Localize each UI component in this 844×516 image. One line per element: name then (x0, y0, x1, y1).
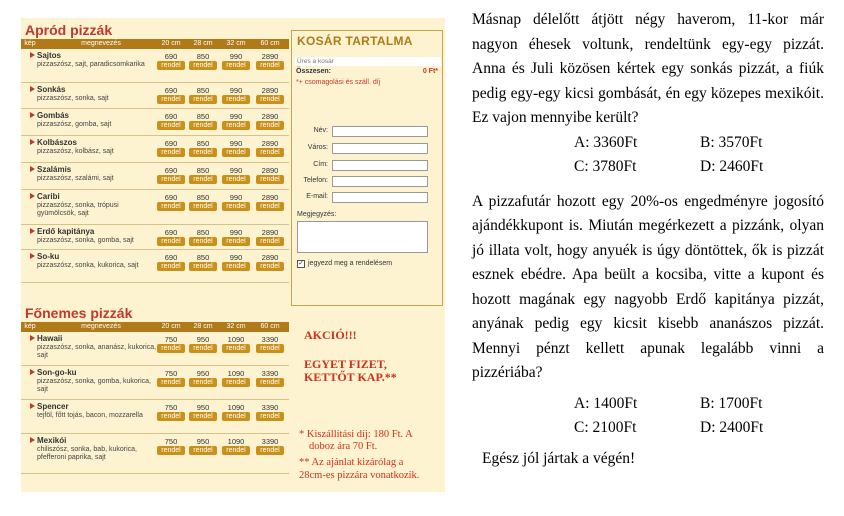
order-button[interactable]: rendel (256, 61, 284, 70)
pizza-name: So-ku (37, 252, 60, 261)
triangle-icon (30, 52, 35, 58)
order-button[interactable]: rendel (222, 148, 250, 157)
triangle-icon (30, 228, 35, 234)
option-b-1: B: 3570Ft (700, 133, 763, 151)
pizza-name: Caribi (37, 192, 60, 201)
pizza-ingredients: pizzaszósz, sajt, paradicsomkarika (37, 61, 145, 68)
order-button[interactable]: rendel (157, 378, 185, 387)
pizza-ingredients: pizzaszósz, sonka, kukorica, sajt (37, 262, 139, 269)
order-button[interactable]: rendel (256, 344, 284, 353)
pizza-name: Son-go-ku (37, 368, 77, 377)
triangle-icon (30, 403, 35, 409)
price: 1090 (227, 335, 245, 344)
cart-total-value: 0 Ft* (422, 68, 438, 75)
delivery-note-b: doboz ára 70 Ft. (309, 441, 378, 452)
price: 990 (229, 139, 243, 148)
price: 3390 (261, 369, 279, 378)
price: 2890 (261, 112, 279, 121)
option-c-1: C: 3780Ft (574, 157, 637, 175)
order-button[interactable]: rendel (256, 175, 284, 184)
order-button[interactable]: rendel (157, 61, 185, 70)
col-header-name: megnevezés (81, 40, 121, 47)
price: 850 (196, 166, 210, 175)
order-button[interactable]: rendel (256, 412, 284, 421)
pizza-name: Hawaii (37, 334, 63, 343)
table-row (21, 83, 289, 109)
address-field[interactable] (332, 160, 428, 171)
order-button[interactable]: rendel (222, 446, 250, 455)
pizza-ingredients: tejföl, főtt tojás, bacon, mozzarella (37, 412, 143, 419)
option-b-2: B: 1700Ft (700, 394, 763, 412)
section-title-fonemes: Főnemes pizzák (25, 305, 133, 321)
price: 690 (164, 112, 178, 121)
price: 690 (164, 228, 178, 237)
price: 1090 (227, 403, 245, 412)
price: 850 (196, 253, 210, 262)
order-button[interactable]: rendel (157, 95, 185, 104)
pizza-ingredients: pizzaszósz, gomba, sajt (37, 121, 112, 128)
col-header-20: 20 cm (161, 40, 181, 47)
col-header-60: 60 cm (260, 40, 280, 47)
pizza-menu-image (21, 18, 445, 492)
closing-line: Egész jól jártak a végén! (482, 449, 636, 467)
option-d-2: D: 2400Ft (700, 418, 764, 436)
col-header-image: kép (24, 323, 36, 330)
price: 850 (196, 139, 210, 148)
order-button[interactable]: rendel (222, 61, 250, 70)
order-button[interactable]: rendel (256, 95, 284, 104)
triangle-icon (30, 253, 35, 259)
triangle-icon (30, 369, 35, 375)
triangle-icon (30, 139, 35, 145)
price: 690 (164, 166, 178, 175)
price: 850 (196, 86, 210, 95)
order-button[interactable]: rendel (157, 237, 185, 246)
order-button[interactable]: rendel (256, 121, 284, 130)
cart-title: KOSÁR TARTALMA (297, 34, 413, 48)
order-button[interactable]: rendel (256, 237, 284, 246)
comment-label: Megjegyzés: (297, 211, 337, 218)
price: 990 (229, 193, 243, 202)
price: 850 (196, 52, 210, 61)
triangle-icon (30, 112, 35, 118)
row-divider (21, 473, 289, 474)
table-header-1 (21, 39, 289, 49)
name-label: Név: (313, 127, 328, 134)
comment-textarea[interactable] (297, 221, 428, 253)
phone-label: Telefon: (303, 177, 328, 184)
price: 2890 (261, 52, 279, 61)
price: 750 (164, 437, 178, 446)
price: 950 (196, 335, 210, 344)
table-row (21, 250, 289, 283)
cart-empty-text: Üres a kosár (295, 57, 441, 66)
email-field[interactable] (332, 192, 428, 203)
price: 990 (229, 228, 243, 237)
option-d-1: D: 2460Ft (700, 157, 764, 175)
price: 2890 (261, 193, 279, 202)
pizza-name: Gombás (37, 111, 70, 120)
col-header-32: 32 cm (226, 40, 246, 47)
table-row (21, 400, 289, 434)
promo-line2: KETTŐT KAP.** (304, 370, 397, 384)
price: 690 (164, 253, 178, 262)
col-header-28: 28 cm (193, 40, 213, 47)
pizza-ingredients: pizzaszósz, sonka, gomba, kukorica, sajt (37, 378, 151, 393)
price: 3390 (261, 437, 279, 446)
pizza-name: Mexikói (37, 436, 67, 445)
price: 950 (196, 437, 210, 446)
price: 950 (196, 403, 210, 412)
price: 750 (164, 403, 178, 412)
order-button[interactable]: rendel (256, 378, 284, 387)
cart-panel (291, 30, 443, 306)
price: 850 (196, 112, 210, 121)
price: 990 (229, 52, 243, 61)
order-button[interactable]: rendel (222, 175, 250, 184)
order-button[interactable]: rendel (157, 262, 185, 271)
price: 1090 (227, 369, 245, 378)
pizza-name: Sonkás (37, 85, 66, 94)
name-field[interactable] (332, 126, 428, 137)
price: 3390 (261, 335, 279, 344)
email-label: E-mail: (306, 193, 328, 200)
pizza-ingredients: pizzaszósz, sonka, sajt (37, 95, 109, 102)
pizza-ingredients: pizzaszósz, sonka, trópusi gyümölcsök, sajt (37, 202, 119, 217)
price: 2890 (261, 228, 279, 237)
order-button[interactable]: rendel (222, 412, 250, 421)
delivery-note-a: * Kiszállítási díj: 180 Ft. A (299, 429, 413, 440)
col-header-name: megnevezés (81, 323, 121, 330)
pizza-name: Sajtos (37, 51, 62, 60)
price: 690 (164, 193, 178, 202)
option-c-2: C: 2100Ft (574, 418, 637, 436)
col-header-32: 32 cm (226, 323, 246, 330)
order-button[interactable]: rendel (222, 237, 250, 246)
table-row (21, 190, 289, 225)
problem-text (472, 8, 824, 471)
table-row (21, 366, 289, 400)
table-row (21, 332, 289, 366)
table-row (21, 225, 289, 250)
col-header-60: 60 cm (260, 323, 280, 330)
answer-options-1 (472, 131, 824, 180)
order-button[interactable]: rendel (157, 446, 185, 455)
table-row (21, 109, 289, 136)
order-button[interactable]: rendel (189, 95, 217, 104)
pizza-name: Kolbászos (37, 138, 78, 147)
table-header-2 (21, 322, 289, 332)
table-row (21, 434, 289, 474)
order-button[interactable]: rendel (222, 95, 250, 104)
promo-akcio: AKCIÓ!!! (304, 328, 357, 342)
price: 690 (164, 139, 178, 148)
price: 850 (196, 228, 210, 237)
pizza-ingredients: pizzaszósz, kolbász, sajt (37, 148, 114, 155)
order-button[interactable]: rendel (189, 61, 217, 70)
order-button[interactable]: rendel (157, 175, 185, 184)
price: 2890 (261, 86, 279, 95)
triangle-icon (30, 86, 35, 92)
order-button[interactable]: rendel (157, 202, 185, 211)
order-button[interactable]: rendel (189, 148, 217, 157)
price: 990 (229, 166, 243, 175)
table-row (21, 136, 289, 163)
order-button[interactable]: rendel (157, 412, 185, 421)
col-header-28: 28 cm (193, 323, 213, 330)
pizza-ingredients: pizzaszósz, sonka, gomba, sajt (37, 237, 134, 244)
price: 690 (164, 86, 178, 95)
remember-checkbox[interactable]: ✓ (298, 260, 304, 267)
option-a-2: A: 1400Ft (574, 394, 638, 412)
price: 2890 (261, 166, 279, 175)
section-title-aprod: Apród pizzák (25, 22, 113, 38)
pizza-name: Erdő kapitánya (37, 227, 95, 236)
answer-options-2 (472, 392, 824, 441)
price: 750 (164, 335, 178, 344)
pizza-ingredients: chiliszósz, sonka, bab, kukorica, pfefferoni paprika, sajt (37, 446, 137, 461)
order-button[interactable]: rendel (256, 446, 284, 455)
price: 2890 (261, 253, 279, 262)
triangle-icon (30, 437, 35, 443)
table-row (21, 49, 289, 83)
order-button[interactable]: rendel (222, 262, 250, 271)
order-button[interactable]: rendel (256, 262, 284, 271)
price: 690 (164, 52, 178, 61)
row-divider (21, 282, 289, 283)
remember-label: jegyezd meg a rendelésem (308, 260, 393, 267)
order-button[interactable]: rendel (157, 344, 185, 353)
order-button[interactable]: rendel (189, 262, 217, 271)
city-label: Város: (307, 144, 328, 151)
price: 1090 (227, 437, 245, 446)
order-button[interactable]: rendel (222, 378, 250, 387)
price: 850 (196, 193, 210, 202)
order-button[interactable]: rendel (189, 121, 217, 130)
order-button[interactable]: rendel (256, 202, 284, 211)
pizza-name: Spencer (37, 402, 69, 411)
option-a-1: A: 3360Ft (574, 133, 638, 151)
col-header-image: kép (24, 40, 36, 47)
pizza-ingredients: pizzaszósz, szalámi, sajt (37, 175, 114, 182)
price: 2890 (261, 139, 279, 148)
price: 990 (229, 86, 243, 95)
order-button[interactable]: rendel (256, 148, 284, 157)
pizza-name: Szalámis (37, 165, 72, 174)
price: 750 (164, 369, 178, 378)
address-label: Cím: (313, 161, 328, 168)
order-button[interactable]: rendel (189, 202, 217, 211)
pizza-ingredients: pizzaszósz, sonka, ananász, kukorica, sajt (37, 344, 157, 359)
offer-note-b: 28cm-es pizzára vonatkozik. (299, 470, 420, 481)
order-button[interactable]: rendel (189, 378, 217, 387)
price: 990 (229, 253, 243, 262)
order-button[interactable]: rendel (189, 175, 217, 184)
paragraph-2: A pizzafutár hozott egy 20%-os engedményre jogosító ajándékkupont is. Miután megérkezett a pizzánk, olyan jó illata volt, hogy anyuék is úgy döntöttek, ők is pizzát esznek ebédre. Apa beült a kocsiba, vitte a kupont és hozott magának egy nagyobb Erdő kapitánya pizzát, anyának pedig egy kicsit kisebb ananászos pizzát. Mennyi pénzt kellett apunak legalább vinni a pizzériába? (472, 192, 824, 381)
order-button[interactable]: rendel (157, 148, 185, 157)
order-button[interactable]: rendel (222, 202, 250, 211)
table-row (21, 163, 289, 190)
city-field[interactable] (332, 143, 428, 154)
paragraph-1: Másnap délelőtt átjött négy haverom, 11-kor már nagyon éhesek voltunk, rendeltünk egy-egy pizzát. Anna és Juli közösen kértek egy sonkás pizzát, a fiúk pedig egy-egy kicsi gombását, én egy közepes mexikóit. Ez vajon mennyibe került? (472, 11, 824, 126)
price: 990 (229, 112, 243, 121)
order-button[interactable]: rendel (189, 237, 217, 246)
price: 950 (196, 369, 210, 378)
order-button[interactable]: rendel (222, 344, 250, 353)
order-button[interactable]: rendel (157, 121, 185, 130)
offer-note-a: ** Az ajánlat kizárólag a (299, 457, 404, 468)
order-button[interactable]: rendel (189, 344, 217, 353)
promo-line1: EGYET FIZET, (304, 357, 387, 371)
phone-field[interactable] (332, 176, 428, 187)
triangle-icon (30, 193, 35, 199)
cart-fee-note: *+ csomagolási és száll. díj (296, 79, 381, 86)
order-button[interactable]: rendel (189, 446, 217, 455)
cart-total-label: Összesen: (296, 68, 332, 75)
triangle-icon (30, 335, 35, 341)
triangle-icon (30, 166, 35, 172)
price: 3390 (261, 403, 279, 412)
order-button[interactable]: rendel (189, 412, 217, 421)
order-button[interactable]: rendel (222, 121, 250, 130)
col-header-20: 20 cm (161, 323, 181, 330)
